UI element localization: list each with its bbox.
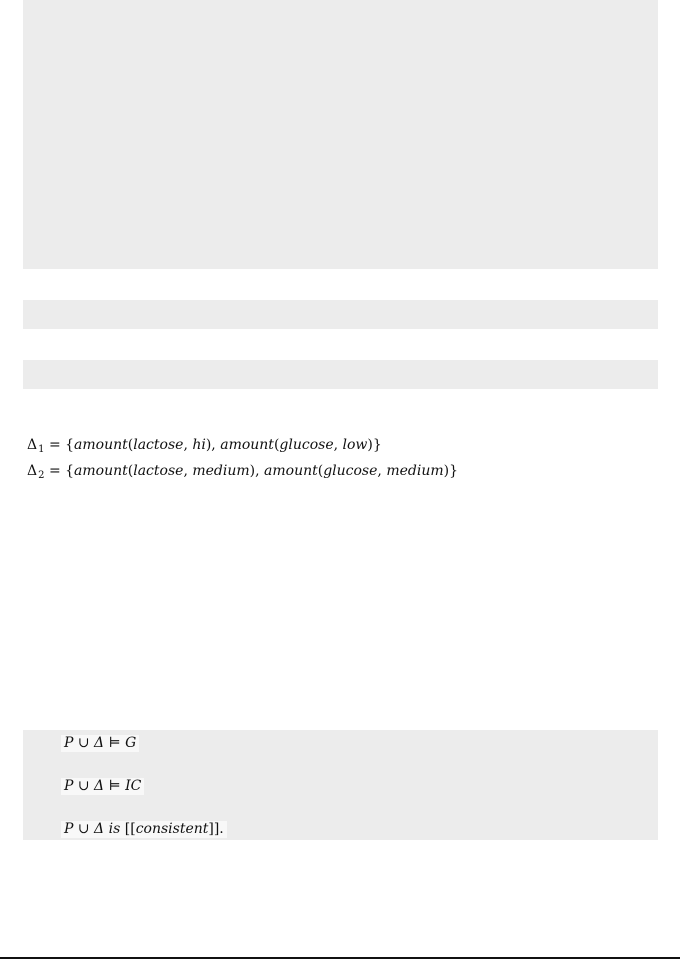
argument: lactose xyxy=(133,437,184,453)
delta-symbol: Δ xyxy=(27,463,38,479)
formula-entails-constraints xyxy=(61,778,144,795)
delta-2-definition: $\Delta_2$ = {amount(lactose, medium), amount(glucose, medium)} xyxy=(27,463,458,481)
formula-rhs: G xyxy=(125,735,137,751)
argument: lactose xyxy=(133,463,184,479)
argument: medium xyxy=(386,463,444,479)
formula-is: is xyxy=(108,821,121,837)
delta-index: 1 xyxy=(38,444,45,455)
open-brackets: [[ xyxy=(124,821,136,837)
close-brackets: ]]. xyxy=(208,821,224,837)
argument: glucose xyxy=(323,463,378,479)
content-block-top xyxy=(23,0,658,269)
argument: glucose xyxy=(279,437,334,453)
content-block-middle-2 xyxy=(23,360,658,389)
content-block-middle-1 xyxy=(23,300,658,329)
predicate: amount xyxy=(264,463,318,479)
predicate: amount xyxy=(74,463,128,479)
formula-lhs: P ∪ Δ ⊨ xyxy=(64,735,121,751)
delta-symbol: Δ xyxy=(27,437,38,453)
formula-value: consistent xyxy=(135,821,209,837)
formula-consistent xyxy=(61,821,227,838)
formula-rhs: IC xyxy=(125,778,142,794)
delta-index: 2 xyxy=(38,470,45,481)
formula-lhs: P ∪ Δ ⊨ xyxy=(64,778,121,794)
argument: medium xyxy=(192,463,250,479)
argument: hi xyxy=(192,437,206,453)
formula-lhs: P ∪ Δ xyxy=(64,821,105,837)
predicate: amount xyxy=(74,437,128,453)
predicate: amount xyxy=(220,437,274,453)
formula-entails-goal xyxy=(61,735,139,752)
argument: low xyxy=(342,437,368,453)
delta-1-definition: $\Delta_1$ = {amount(lactose, hi), amount(glucose, low)} xyxy=(27,437,382,455)
